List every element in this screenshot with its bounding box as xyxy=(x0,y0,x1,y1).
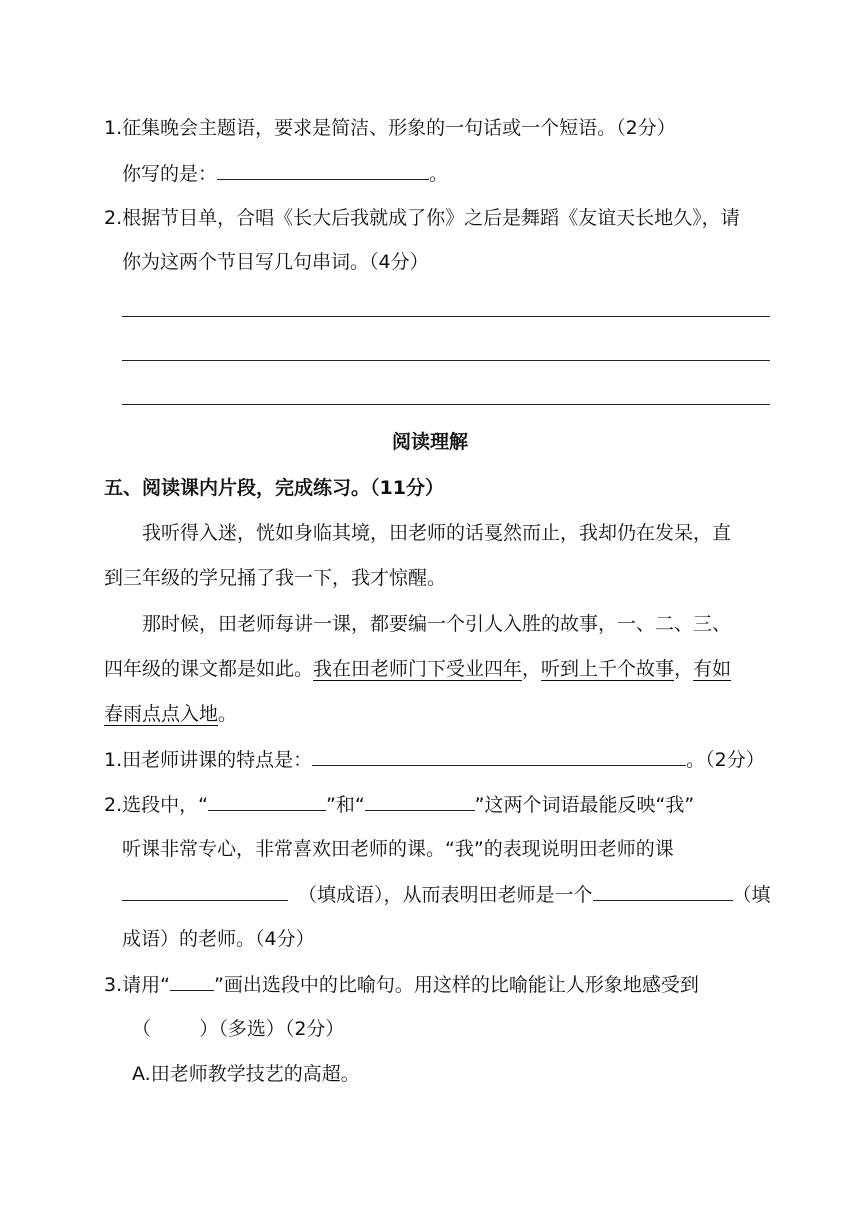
question-theme-answer-line xyxy=(122,161,448,186)
passage-period: 。 xyxy=(218,703,238,725)
part5-q2-line3 xyxy=(122,882,771,907)
q1-answer-blank[interactable] xyxy=(312,747,686,766)
q3-text: ”画出选段中的比喻句。用这样的比喻能让人形象地感受到 xyxy=(213,974,699,996)
q3-underline-sample xyxy=(170,972,214,991)
q2-text: （填成语），从而表明田老师是一个 xyxy=(298,884,593,906)
passage-para1-line2: 到三年级的学兄捅了我一下，我才惊醒。 xyxy=(104,567,447,589)
part5-q3-line1 xyxy=(104,972,699,997)
writing-line-3[interactable] xyxy=(122,404,770,405)
passage-comma: ， xyxy=(522,658,542,680)
part5-heading: 五、阅读课内片段，完成练习。（11分） xyxy=(104,477,444,499)
q2-blank-word1[interactable] xyxy=(208,792,326,811)
part5-q2-line1 xyxy=(104,792,694,817)
answer-suffix: 。 xyxy=(429,163,449,185)
part5-q3-line2: （ ）（多选）（2分） xyxy=(132,1018,345,1040)
q2-text: 2.选段中，“ xyxy=(104,794,208,816)
q2-text: ”这两个词语最能反映“我” xyxy=(474,794,695,816)
passage-para2-line3 xyxy=(104,702,237,726)
passage-para2-line2 xyxy=(104,657,731,681)
part5-q2-line4: 成语）的老师。（4分） xyxy=(122,928,315,950)
writing-line-1[interactable] xyxy=(122,316,770,317)
q1-prefix: 1.田老师讲课的特点是： xyxy=(104,749,313,771)
passage-comma: ， xyxy=(674,658,694,680)
q2-text: （填 xyxy=(732,884,771,906)
underlined-phrase-4: 春雨点点入地 xyxy=(104,703,219,725)
question-host-line1: 2.根据节目单，合唱《长大后我就成了你》之后是舞蹈《友谊天长地久》，请 xyxy=(104,207,740,229)
section-title: 阅读理解 xyxy=(391,431,468,453)
underlined-phrase-2: 听到上千个故事 xyxy=(541,658,675,680)
passage-text: 四年级的课文都是如此。 xyxy=(104,658,314,680)
answer-blank[interactable] xyxy=(217,161,429,180)
question-host-line2: 你为这两个节目写几句串词。（4分） xyxy=(122,251,429,273)
part5-q1 xyxy=(104,747,765,772)
q1-suffix: 。（2分） xyxy=(686,749,765,771)
underlined-phrase-1: 我在田老师门下受业四年 xyxy=(313,658,523,680)
question-theme-prompt: 1.征集晚会主题语，要求是简洁、形象的一句话或一个短语。（2分） xyxy=(104,117,676,139)
q2-blank-idiom1[interactable] xyxy=(122,882,288,901)
q2-blank-idiom2[interactable] xyxy=(593,882,733,901)
writing-line-2[interactable] xyxy=(122,360,770,361)
underlined-phrase-3: 有如 xyxy=(693,658,732,680)
q2-blank-word2[interactable] xyxy=(365,792,475,811)
passage-para2-line1: 那时候，田老师每讲一课，都要编一个引人入胜的故事，一、二、三、 xyxy=(142,613,732,635)
part5-q3-option-a[interactable]: A.田老师教学技艺的高超。 xyxy=(132,1063,360,1085)
part5-q2-line2: 听课非常专心，非常喜欢田老师的课。“我”的表现说明田老师的课 xyxy=(122,838,674,860)
passage-para1-line1: 我听得入迷，恍如身临其境，田老师的话戛然而止，我却仍在发呆，直 xyxy=(142,522,732,544)
answer-prefix: 你写的是： xyxy=(122,163,218,185)
q3-text: 3.请用“ xyxy=(104,974,170,996)
q2-text: ”和“ xyxy=(325,794,365,816)
